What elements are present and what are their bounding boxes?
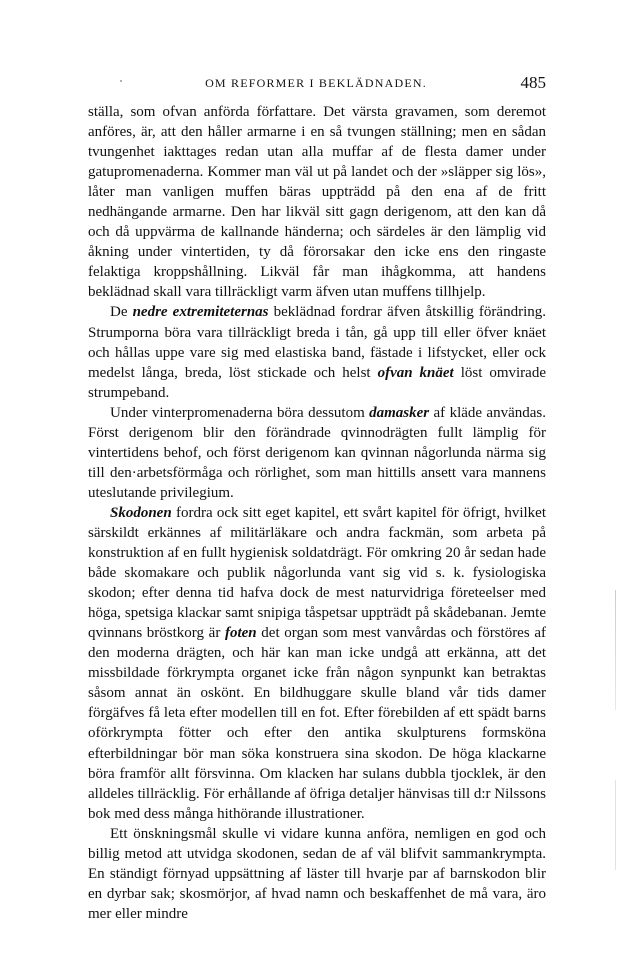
emphasis-text: damasker [369, 404, 430, 421]
text-run: fordra ock sitt eget kapitel, ett svårt kapitel för öfrigt, hvilket särskildt erkännes af militärläkare och andra fackmän, som arbeta på konstruktion af en fullt hygienisk soldatdrägt. För omkring 20 år sedan hade både skomakare och publik någorlunda vant sig vid s. k. fysiologiska skodon; efter denna tid hafva dock de mest naturvidriga företeelser med höga, spetsiga klackar samt snipiga tåspetsar uppträdt på skådebanan. Jemte qvinnans bröstkorg är [88, 504, 546, 642]
paragraph [88, 503, 546, 824]
paragraph [88, 403, 546, 503]
running-title: OM REFORMER I BEKLÄDNADEN. [205, 76, 427, 90]
paragraph [88, 824, 546, 924]
text-run: löst omvirade strumpeband. [88, 364, 546, 401]
text-run: det organ som mest vanvårdas och förstöres af den moderna drägten, och här kan man icke undgå att erkänna, att det missbildade förkrympta organet icke från någon synpunkt kan betraktas såsom annat än oskönt. En bildhuggare skulle bland vår tids damer förgäfves få leta efter modellen till en fot. Efter förebilden af ett spädt barns oförkrympta fötter och efter den antika skulpturens formsköna efterbildningar bör man söka konstruera sina skodon. De höga klackarne böra framför allt försvinna. Om klacken har sulans dubbla tjocklek, är den alldeles tillräcklig. För erhållande af öfriga detaljer hänvisas till d:r Nilssons bok med dess många hithörande illustrationer. [88, 625, 546, 822]
emphasis-text: ofvan knäet [377, 364, 454, 381]
margin-mark [615, 590, 616, 710]
paragraph [88, 102, 546, 302]
margin-mark [615, 780, 616, 870]
page-number: 485 [520, 73, 546, 92]
emphasis-text: foten [224, 625, 257, 642]
text-run: ställa, som ofvan anförda författare. Det värsta gravamen, som deremot anföres, är, att den håller armarne i en så tvungen ställning; men en sådan tvungenhet iakttages redan utan alla muffar af de flesta damer under gatupromenaderna. Kommer man väl ut på landet och der »släpper sig lös», låter man vanligen muffen bäras uppträdd på den ena af de fritt nedhängande armarne. Den har likväl sitt gagn derigenom, att den kan då och då uppvärma de kallnande händerna; och särdeles är den lämplig vid åkning under vintertiden, ty då förorsakar den icke ens den ringaste felaktiga kroppshållning. Likväl får man ihågkomma, att handens beklädnad skall vara tillräckligt varm äfven utan muffens tillhjelp. [88, 104, 546, 301]
text-run: af kläde användas. Först derigenom blir den förändrade qvinnodrägten fullt lämplig för vintertidens behof, och först derigenom kan qvinnan någorlunda närma sig till den·arbetsförmåga och rörlighet, som man hittills ansett vara mannens uteslutande privilegium. [88, 404, 546, 501]
text-run: Under vinterpromenaderna böra dessutom [110, 404, 370, 421]
text-run: Ett önskningsmål skulle vi vidare kunna anföra, nemligen en god och billig metod att utvidga skodonen, sedan de af väl blifvit sammankrympta. En ständigt förnyad uppsättning af läster till hvarje par af barnskodon blir en dyrbar sak; skosmörjor, af hvad namn och beskaffenhet de må vara, äro mer eller mindre [88, 825, 546, 922]
emphasis-text: nedre extremiteternas [132, 304, 269, 321]
paragraph [88, 302, 546, 402]
text-run: De [110, 304, 133, 321]
body-text [88, 102, 546, 924]
text-run: beklädnad fordrar äfven åtskillig förändring. Strumporna böra vara tillräckligt breda i tån, gå upp till eller öfver knäet och hållas uppe vare sig med elastiska band, fästade i lifstycket, eller ock medelst långa, breda, löst stickade och helst [88, 304, 546, 381]
emphasis-text: Skodonen [110, 504, 172, 521]
